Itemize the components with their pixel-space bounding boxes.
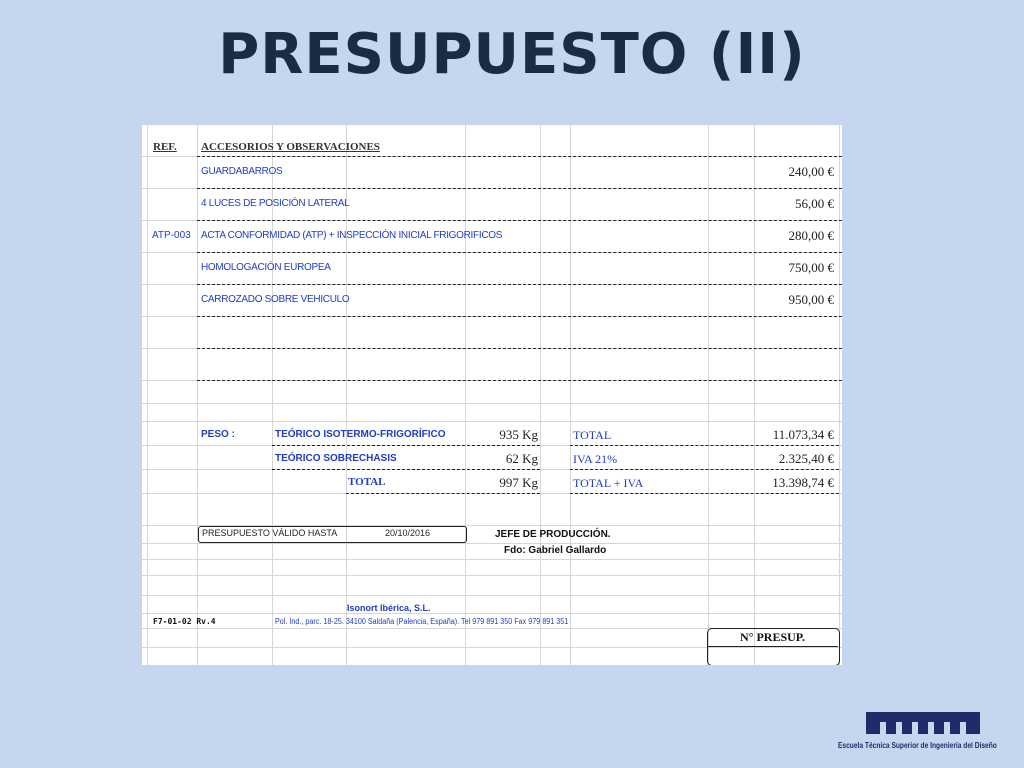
- total-label: TOTAL: [573, 428, 612, 442]
- header-ref: REF.: [153, 141, 177, 153]
- form-code: F7-01-02 Rv.4: [153, 617, 216, 626]
- iva-label: IVA 21%: [573, 452, 618, 466]
- item-price: 56,00 €: [795, 196, 834, 211]
- weight-value: 62 Kg: [505, 451, 538, 466]
- weight-total-value: 997 Kg: [499, 475, 538, 490]
- item-desc: 4 LUCES DE POSICIÓN LATERAL: [201, 198, 350, 209]
- school-name: Escuela Técnica Superior de Ingeniería del Diseño: [838, 740, 997, 750]
- weight-name: TEÓRICO ISOTERMO-FRIGORÍFICO: [275, 429, 446, 440]
- validity-label: PRESUPUESTO VÁLIDO HASTA: [202, 528, 338, 538]
- company-name: Isonort Ibérica, S.L.: [347, 603, 431, 613]
- item-desc: ACTA CONFORMIDAD (ATP) + INSPECCIÓN INICIAL FRIGORIFICOS: [201, 230, 503, 241]
- header-accesorios: ACCESORIOS Y OBSERVACIONES: [201, 141, 380, 153]
- budget-spreadsheet: [142, 125, 842, 665]
- weight-value: 935 Kg: [499, 427, 538, 442]
- item-price: 240,00 €: [788, 164, 834, 179]
- total-iva-value: 13.398,74 €: [772, 475, 834, 490]
- signature-role: JEFE DE PRODUCCIÓN.: [495, 529, 611, 540]
- item-ref: ATP-003: [152, 230, 191, 241]
- weight-total-label: TOTAL: [348, 476, 386, 488]
- item-price: 950,00 €: [788, 292, 834, 307]
- signature-name: Fdo: Gabriel Gallardo: [504, 545, 607, 556]
- item-price: 750,00 €: [788, 260, 834, 275]
- iva-value: 2.325,40 €: [778, 451, 834, 466]
- validity-date: 20/10/2016: [385, 528, 431, 538]
- weight-name: TEÓRICO SOBRECHASIS: [275, 453, 397, 464]
- presup-number-label: N° PRESUP.: [740, 630, 806, 644]
- slide-title: PRESUPUESTO (II): [218, 22, 806, 87]
- item-price: 280,00 €: [788, 228, 834, 243]
- item-desc: HOMOLOGACIÓN EUROPEA: [201, 262, 331, 273]
- total-iva-label: TOTAL + IVA: [573, 476, 644, 490]
- company-address: Pol. Ind., parc. 18-25. 34100 Saldaña (Palencia, España). Tel 979 891 350 Fax 979 891 351: [275, 617, 569, 626]
- total-value: 11.073,34 €: [772, 427, 834, 442]
- school-logo: [866, 712, 980, 734]
- item-desc: GUARDABARROS: [201, 166, 283, 177]
- item-desc: CARROZADO SOBRE VEHICULO: [201, 294, 350, 305]
- weight-label: PESO :: [201, 429, 235, 440]
